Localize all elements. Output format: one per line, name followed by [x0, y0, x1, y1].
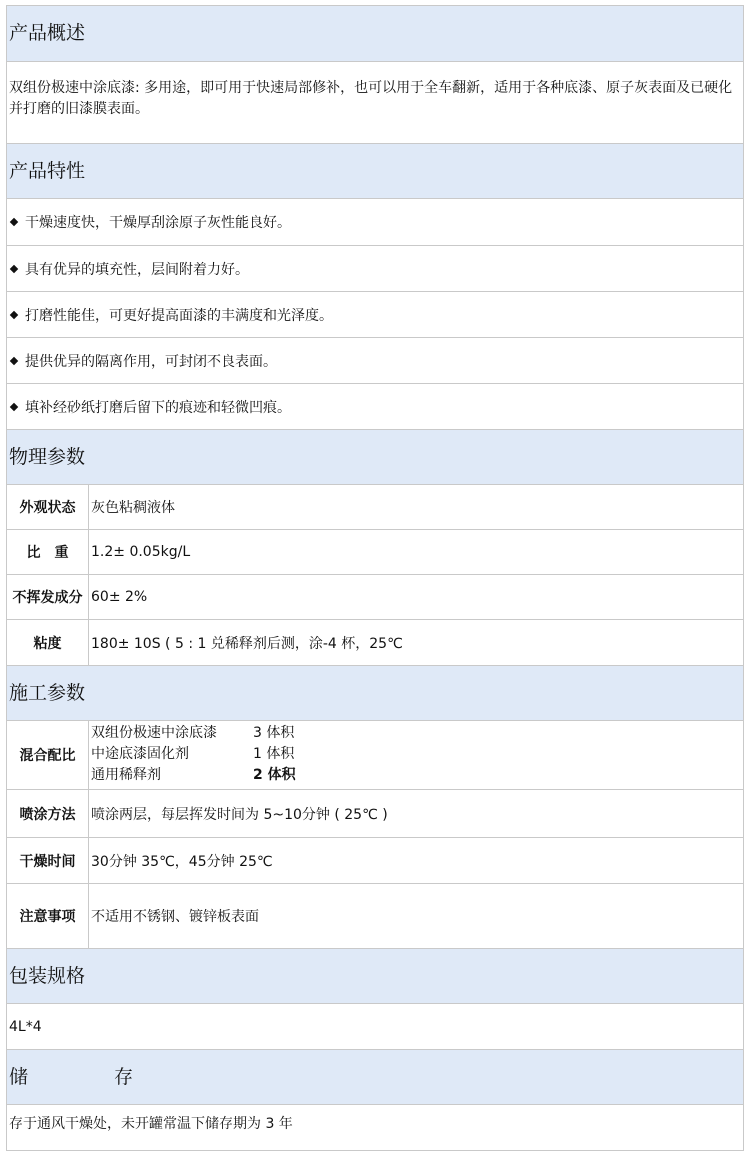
mix-ratio-row	[7, 721, 743, 790]
packaging-title: 包装规格	[9, 964, 86, 987]
section-header-overview	[7, 6, 743, 62]
overview-text: 双组份极速中涂底漆: 多用途，即可用于快速局部修补，也可以用于全车翻新，适用于各种底漆、原子灰表面及已硬化并打磨的旧漆膜表面。	[9, 80, 733, 117]
section-header-storage	[7, 1049, 743, 1105]
param-label: 干燥时间	[7, 838, 89, 883]
product-spec-sheet	[6, 5, 744, 1151]
param-value: 180± 10S ( 5 : 1 兑稀释剂后测，涂-4 杯，25℃	[91, 635, 403, 652]
param-value: 60± 2%	[91, 589, 148, 605]
diamond-bullet-icon	[10, 402, 18, 410]
section-header-features	[7, 143, 743, 199]
param-label: 不挥发成分	[7, 575, 89, 619]
feature-item	[7, 246, 743, 292]
param-label: 比 重	[7, 530, 89, 574]
param-row	[7, 620, 743, 665]
application-title: 施工参数	[9, 681, 86, 704]
section-header-packaging	[7, 948, 743, 1004]
param-value: 喷涂两层，每层挥发时间为 5~10分钟 ( 25℃ )	[91, 806, 388, 823]
feature-text: 打磨性能佳，可更好提高面漆的丰满度和光泽度。	[25, 307, 333, 324]
param-value: 1.2± 0.05kg/L	[91, 544, 191, 560]
mix-item-amount: 3 体积	[253, 725, 295, 741]
feature-text: 填补经砂纸打磨后留下的痕迹和轻微凹痕。	[25, 399, 291, 416]
feature-text: 干燥速度快，干燥厚刮涂原子灰性能良好。	[25, 215, 291, 231]
feature-item	[7, 292, 743, 338]
storage-title-b: 存	[114, 1065, 134, 1088]
mix-item-name: 通用稀释剂	[91, 767, 161, 783]
param-label: 喷涂方法	[7, 790, 89, 837]
param-label: 注意事项	[7, 884, 89, 948]
storage-text: 存于通风干燥处，未开罐常温下储存期为 3 年	[9, 1116, 293, 1132]
features-title: 产品特性	[9, 159, 86, 182]
diamond-bullet-icon	[10, 264, 18, 272]
diamond-bullet-icon	[10, 310, 18, 318]
overview-title: 产品概述	[9, 22, 86, 44]
section-header-physical	[7, 429, 743, 485]
packaging-text: 4L*4	[9, 1019, 42, 1035]
storage-title-a: 储	[9, 1065, 29, 1088]
feature-item	[7, 199, 743, 246]
feature-item	[7, 384, 743, 429]
param-label: 混合配比	[7, 721, 89, 789]
mix-item-amount: 2 体积	[253, 767, 296, 783]
mix-item-name: 中途底漆固化剂	[91, 746, 189, 762]
param-row	[7, 790, 743, 838]
mix-item	[91, 723, 296, 744]
param-value: 30分钟 35℃，45分钟 25℃	[91, 853, 273, 870]
mix-ratio-list	[91, 723, 296, 786]
mix-item-amount: 1 体积	[253, 746, 295, 762]
diamond-bullet-icon	[10, 356, 18, 364]
feature-item	[7, 338, 743, 384]
param-row	[7, 575, 743, 620]
param-label: 粘度	[7, 620, 89, 665]
mix-item-name: 双组份极速中涂底漆	[91, 725, 217, 741]
param-row	[7, 485, 743, 530]
param-value: 灰色粘稠液体	[91, 500, 175, 516]
diamond-bullet-icon	[10, 218, 18, 226]
mix-item	[91, 765, 296, 786]
feature-text: 具有优异的填充性，层间附着力好。	[25, 261, 249, 278]
physical-title: 物理参数	[9, 445, 86, 468]
section-header-application	[7, 665, 743, 721]
param-row	[7, 838, 743, 884]
param-value: 不适用不锈钢、镀锌板表面	[91, 909, 259, 925]
feature-text: 提供优异的隔离作用，可封闭不良表面。	[25, 353, 277, 370]
param-label: 外观状态	[7, 485, 89, 529]
param-row	[7, 884, 743, 948]
mix-item	[91, 744, 296, 765]
param-row	[7, 530, 743, 575]
